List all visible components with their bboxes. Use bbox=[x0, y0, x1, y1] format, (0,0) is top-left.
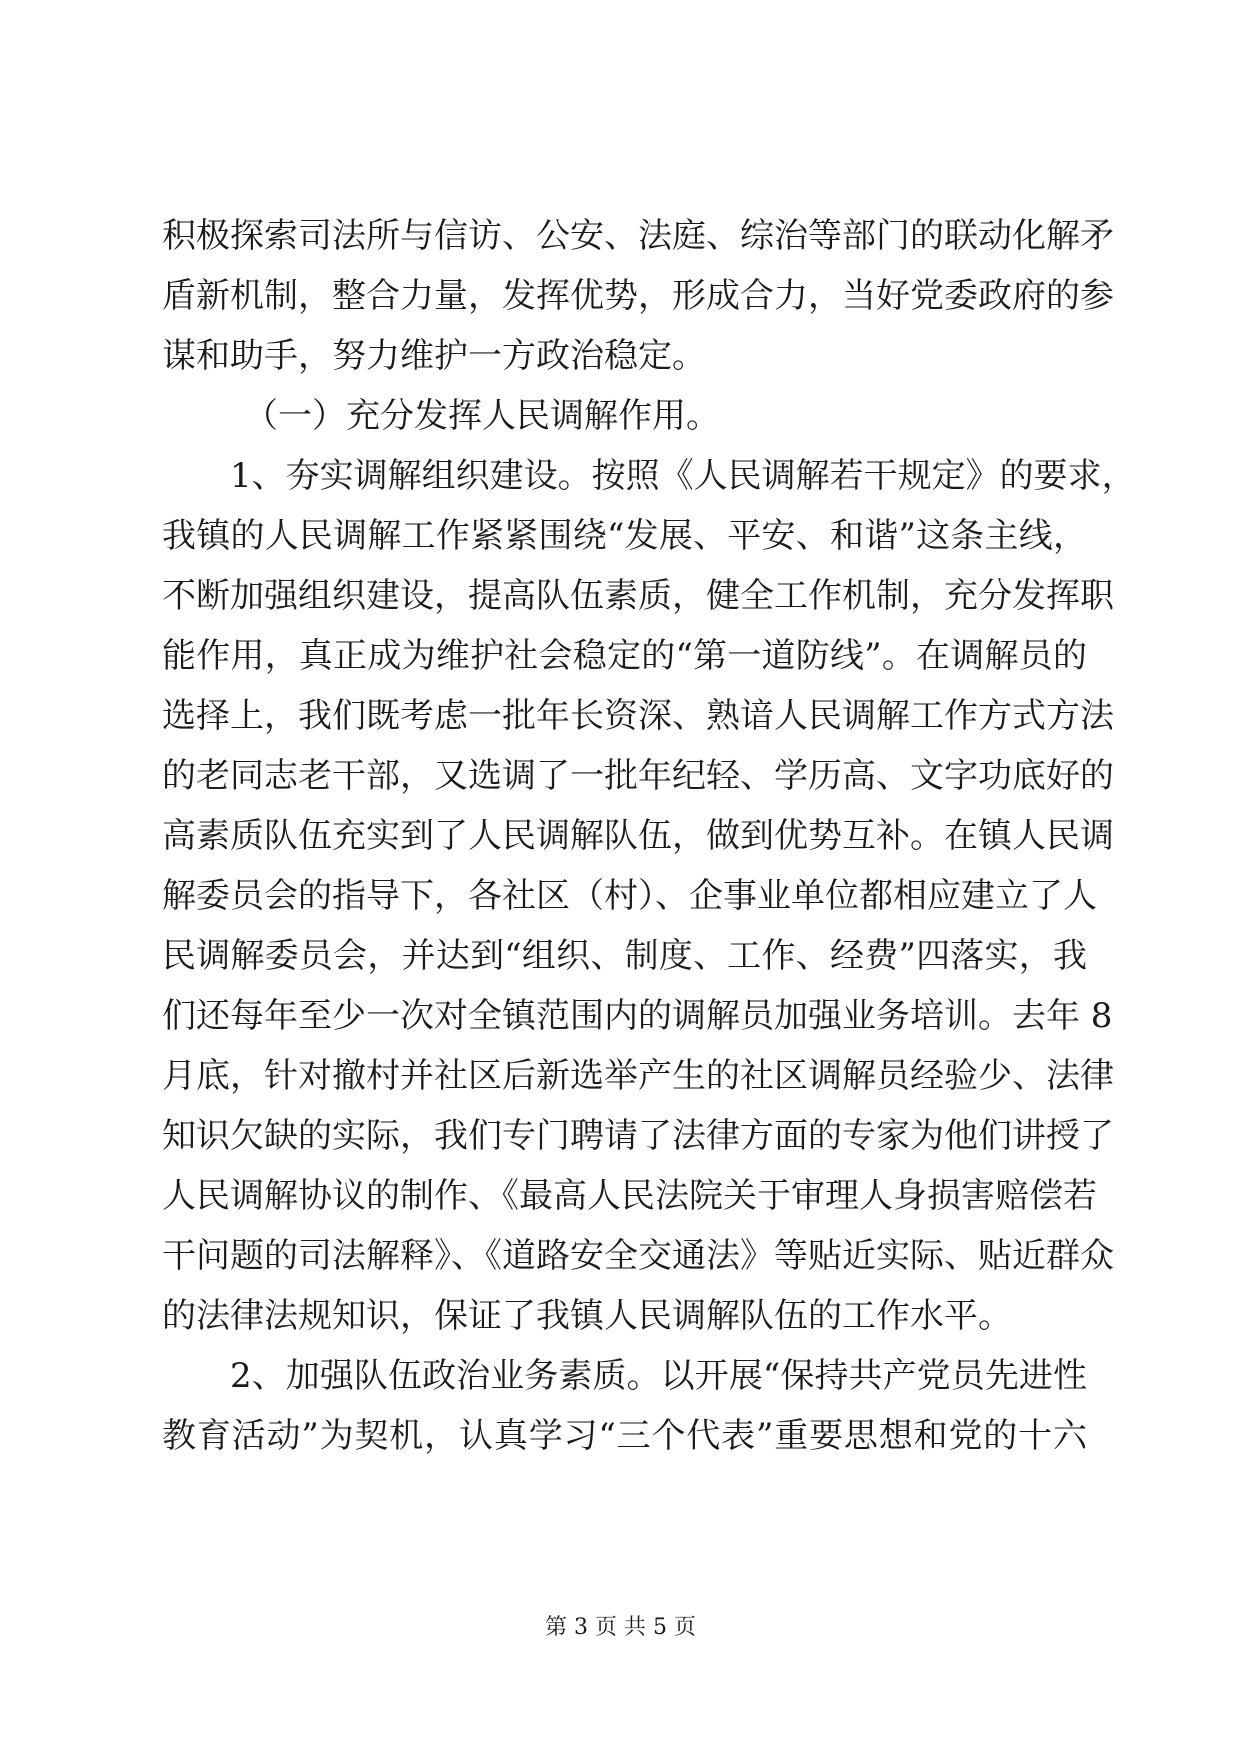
text-line: 高素质队伍充实到了人民调解队伍，做到优势互补。在镇人民调 bbox=[162, 816, 1114, 856]
page-number-footer: 第 3 页 共 5 页 bbox=[545, 1615, 696, 1640]
text-line: 人民调解协议的制作、《最高人民法院关于审理人身损害赔偿若 bbox=[162, 1176, 1097, 1216]
text-line: 积极探索司法所与信访、公安、法庭、综治等部门的联动化解矛 bbox=[162, 216, 1114, 256]
text-line: 的老同志老干部，又选调了一批年纪轻、学历高、文字功底好的 bbox=[162, 756, 1114, 796]
text-line: 们还每年至少一次对全镇范围内的调解员加强业务培训。去年 8 bbox=[162, 996, 1113, 1036]
text-line: 选择上，我们既考虑一批年长资深、熟谙人民调解工作方式方法 bbox=[162, 696, 1114, 736]
text-line: 1、夯实调解组织建设。按照《人民调解若干规定》的要求， bbox=[230, 456, 1136, 496]
text-line: 不断加强组织建设，提高队伍素质，健全工作机制，充分发挥职 bbox=[162, 576, 1114, 616]
text-line: 我镇的人民调解工作紧紧围绕“发展、平安、和谐”这条主线， bbox=[162, 516, 1087, 556]
text-line: 干问题的司法解释》、《道路安全交通法》等贴近实际、贴近群众 bbox=[162, 1236, 1114, 1276]
text-line: 知识欠缺的实际，我们专门聘请了法律方面的专家为他们讲授了 bbox=[162, 1116, 1114, 1156]
text-line: 月底，针对撤村并社区后新选举产生的社区调解员经验少、法律 bbox=[162, 1056, 1114, 1096]
text-line: 谋和助手，努力维护一方政治稳定。 bbox=[162, 336, 706, 376]
section-heading: （一）充分发挥人民调解作用。 bbox=[244, 396, 720, 436]
text-line: 民调解委员会，并达到“组织、制度、工作、经费”四落实，我 bbox=[162, 936, 1087, 976]
text-line: 的法律法规知识，保证了我镇人民调解队伍的工作水平。 bbox=[162, 1296, 1012, 1336]
text-line: 2、加强队伍政治业务素质。以开展“保持共产党员先进性 bbox=[230, 1356, 1087, 1396]
text-line: 盾新机制，整合力量，发挥优势，形成合力，当好党委政府的参 bbox=[162, 276, 1114, 316]
body-text bbox=[162, 206, 1136, 1466]
text-line: 教育活动”为契机，认真学习“三个代表”重要思想和党的十六 bbox=[162, 1416, 1087, 1456]
text-line: 能作用，真正成为维护社会稳定的“第一道防线”。在调解员的 bbox=[162, 636, 1087, 676]
text-line: 解委员会的指导下，各社区（村）、企事业单位都相应建立了人 bbox=[162, 876, 1097, 916]
